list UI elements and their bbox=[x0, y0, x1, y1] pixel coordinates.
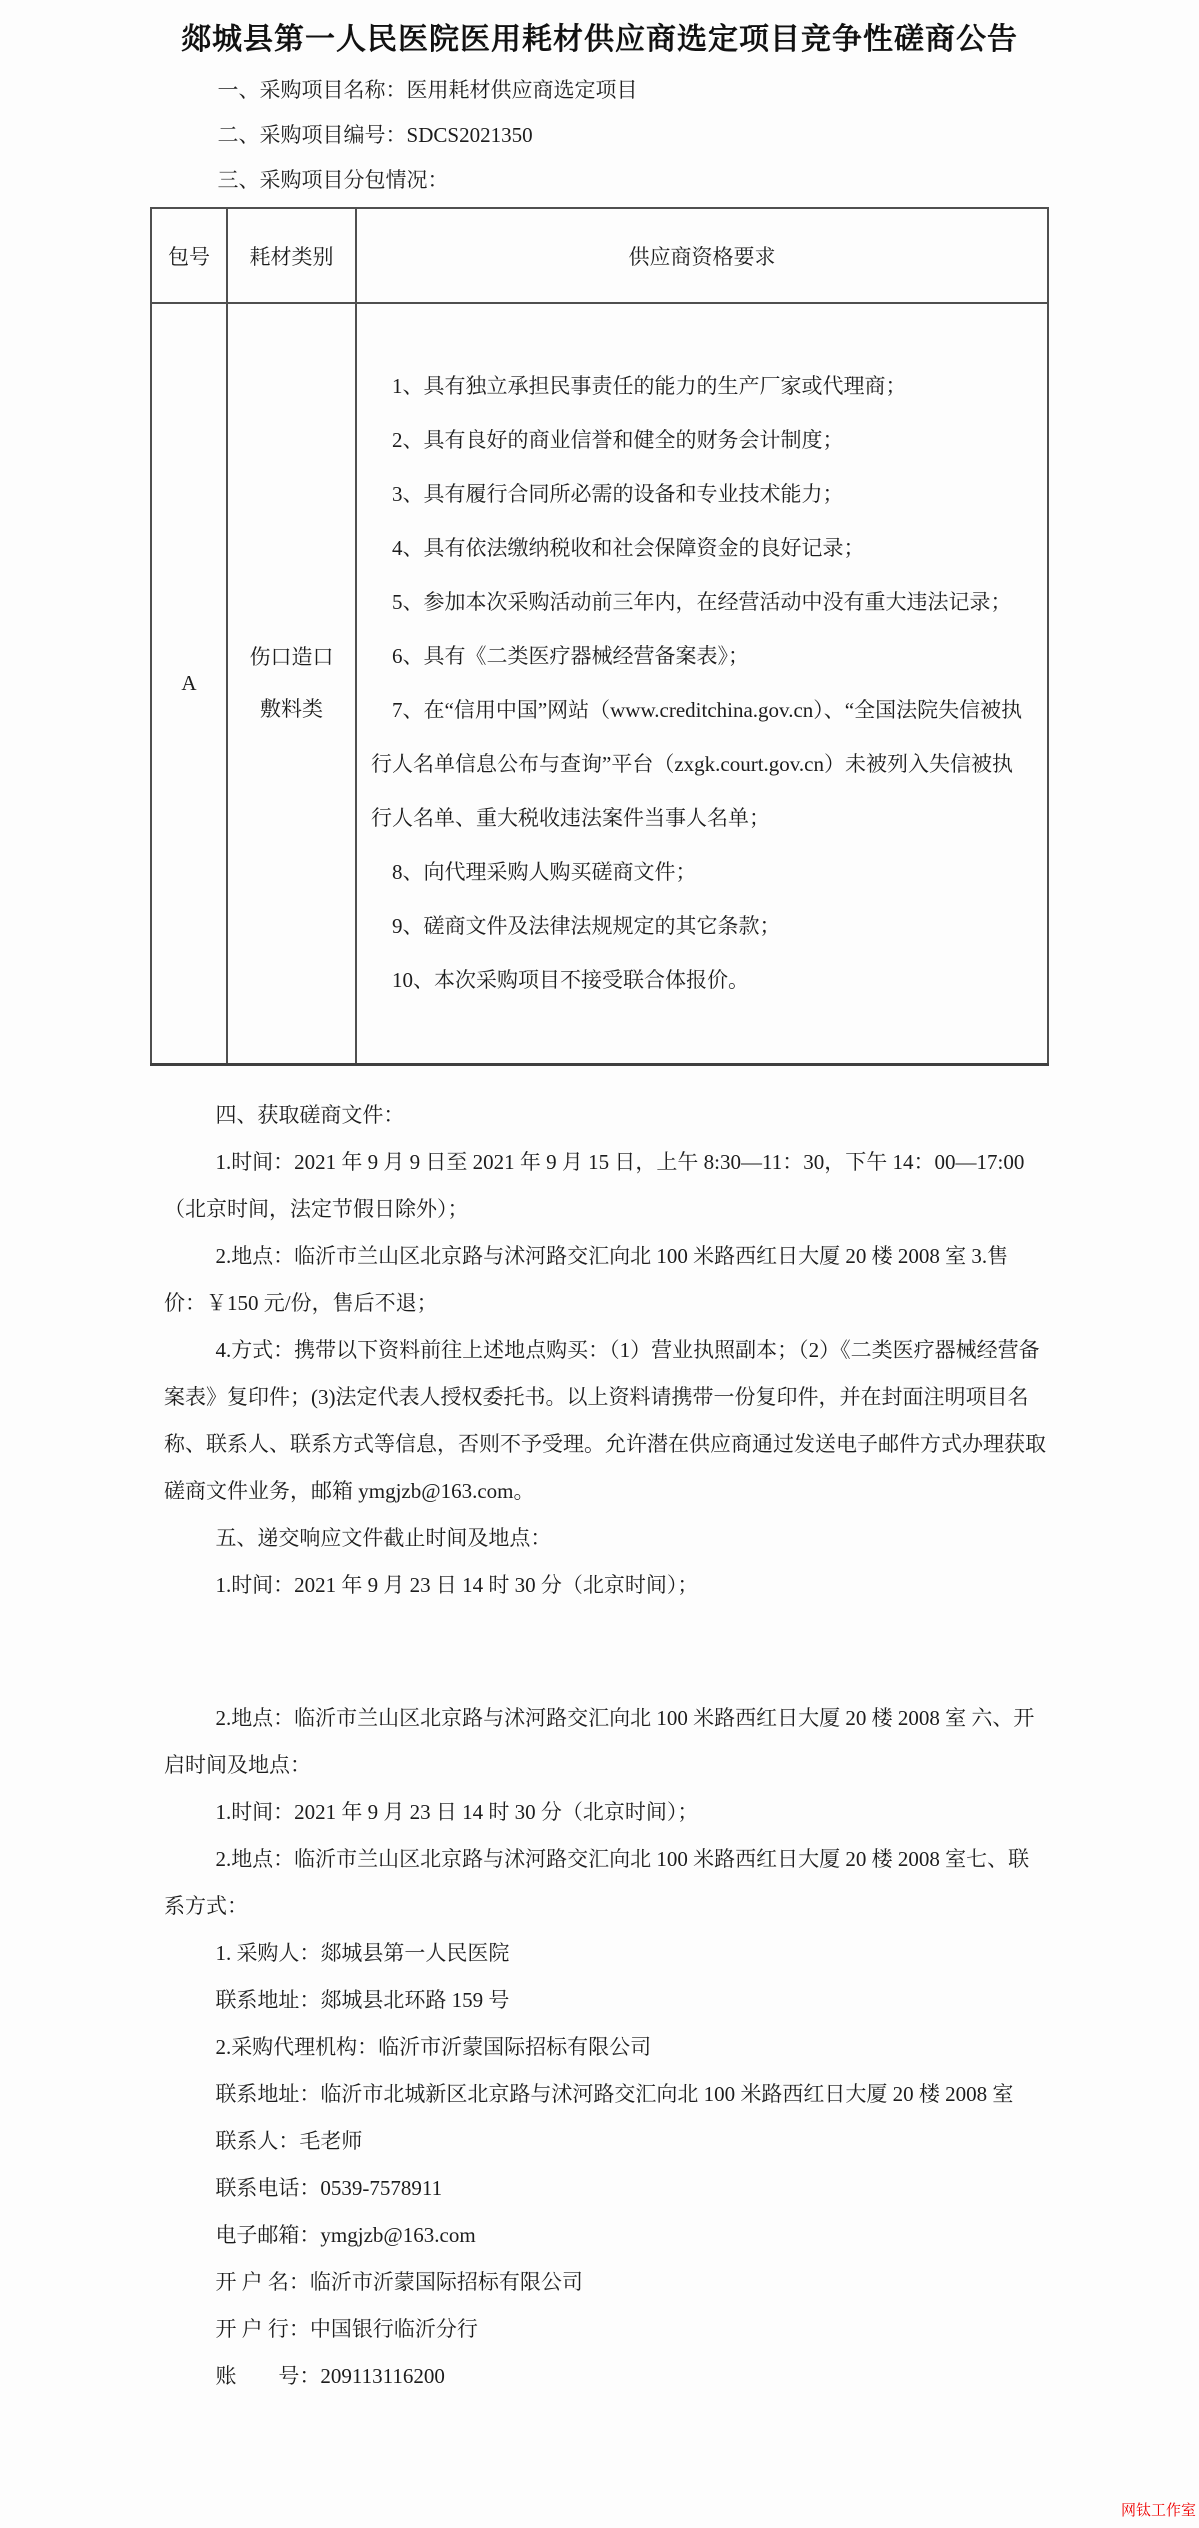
section-line: 电子邮箱：ymgjzb@163.com bbox=[215, 2222, 476, 2247]
qualification-item: 9、磋商文件及法律法规规定的其它条款； bbox=[392, 914, 781, 939]
intro-line: 二、采购项目编号：SDCS2021350 bbox=[217, 123, 533, 147]
col-header-qualifications: 供应商资格要求 bbox=[356, 208, 1048, 303]
package-table bbox=[150, 207, 1049, 1066]
intro-line: 一、采购项目名称：医用耗材供应商选定项目 bbox=[217, 78, 638, 102]
section-line: 联系地址：郯城县北环路 159 号 bbox=[215, 1987, 510, 2012]
cell-package-no: A bbox=[151, 303, 227, 1064]
col-header-category: 耗材类别 bbox=[227, 208, 356, 303]
qualification-item: 8、向代理采购人购买磋商文件； bbox=[392, 860, 697, 885]
section-line: 账 号：209113116200 bbox=[215, 2363, 445, 2388]
section-line: 2.地点：临沂市兰山区北京路与沭河路交汇向北 100 米路西红日大厦 20 楼 2008 室七、联系方式： bbox=[164, 1846, 1030, 1918]
section-line: 开 户 名：临沂市沂蒙国际招标有限公司 bbox=[215, 2269, 583, 2294]
section-line: 联系电话：0539-7578911 bbox=[215, 2175, 443, 2200]
qualification-item: 6、具有《二类医疗器械经营备案表》； bbox=[392, 644, 749, 669]
qualification-item: 5、参加本次采购活动前三年内，在经营活动中没有重大违法记录； bbox=[392, 590, 1012, 615]
intro-line: 三、采购项目分包情况： bbox=[217, 168, 449, 192]
qualification-item: 2、具有良好的商业信誉和健全的财务会计制度； bbox=[392, 428, 844, 453]
section-line: 2.地点：临沂市兰山区北京路与沭河路交汇向北 100 米路西红日大厦 20 楼 2008 室 六、开启时间及地点： bbox=[164, 1705, 1035, 1777]
qualification-item: 1、具有独立承担民事责任的能力的生产厂家或代理商； bbox=[392, 374, 907, 399]
category-line: 敷料类 bbox=[260, 697, 323, 722]
cell-qualifications bbox=[356, 303, 1048, 1064]
col-header-package-no: 包号 bbox=[151, 208, 227, 303]
qualification-item: 10、本次采购项目不接受联合体报价。 bbox=[392, 968, 749, 993]
section-heading: 四、获取磋商文件： bbox=[215, 1102, 405, 1127]
qualification-item: 3、具有履行合同所必需的设备和专业技术能力； bbox=[392, 482, 844, 507]
table-header-row bbox=[151, 208, 1048, 303]
section-line: 2.采购代理机构：临沂市沂蒙国际招标有限公司 bbox=[215, 2034, 652, 2059]
category-line: 伤口造口 bbox=[249, 645, 334, 670]
qualification-item: 4、具有依法缴纳税收和社会保障资金的良好记录； bbox=[392, 536, 865, 561]
cell-category bbox=[227, 303, 356, 1064]
section-line: 1.时间：2021 年 9 月 23 日 14 时 30 分（北京时间）； bbox=[215, 1572, 699, 1597]
watermark: 网钛工作室 bbox=[1120, 2502, 1196, 2519]
section-line: 开 户 行：中国银行临沂分行 bbox=[215, 2316, 478, 2341]
body-sections bbox=[0, 1092, 1199, 2400]
table-row bbox=[151, 303, 1048, 1064]
section-line: 4.方式：携带以下资料前往上述地点购买：（1）营业执照副本；（2）《二类医疗器械经营备案表》复印件；(3)法定代表人授权委托书。以上资料请携带一份复印件，并在封面注明项目名称、联系人、联系方式等信息，否则不予受理。允许潜在供应商通过发送电子邮件方式办理获取磋商文件业务，邮箱 ymgjzb@163.com。 bbox=[164, 1337, 1046, 1503]
page-title: 郯城县第一人民医院医用耗材供应商选定项目竞争性磋商公告 bbox=[181, 23, 1018, 56]
section-line: 联系人：毛老师 bbox=[215, 2128, 363, 2153]
section-line: 2.地点：临沂市兰山区北京路与沭河路交汇向北 100 米路西红日大厦 20 楼 2008 室 3.售价：￥150 元/份，售后不退； bbox=[164, 1243, 1009, 1315]
section-line: 1.时间：2021 年 9 月 23 日 14 时 30 分（北京时间）； bbox=[215, 1799, 699, 1824]
section-heading: 五、递交响应文件截止时间及地点： bbox=[215, 1525, 552, 1550]
intro-section bbox=[0, 68, 1199, 203]
section-line: 联系地址：临沂市北城新区北京路与沭河路交汇向北 100 米路西红日大厦 20 楼 2008 室 bbox=[215, 2081, 1014, 2106]
qualification-item: 7、在“信用中国”网站（www.creditchina.gov.cn）、“全国法院失信被执行人名单信息公布与查询”平台（zxgk.court.gov.cn）未被列入失信被执行人名单、重大税收违法案件当事人名单； bbox=[371, 698, 1023, 831]
section-line: 1. 采购人：郯城县第一人民医院 bbox=[215, 1940, 510, 1965]
section-line: 1.时间：2021 年 9 月 9 日至 2021 年 9 月 15 日，上午 8:30—11：30，下午 14：00—17:00（北京时间，法定节假日除外）； bbox=[164, 1149, 1025, 1221]
